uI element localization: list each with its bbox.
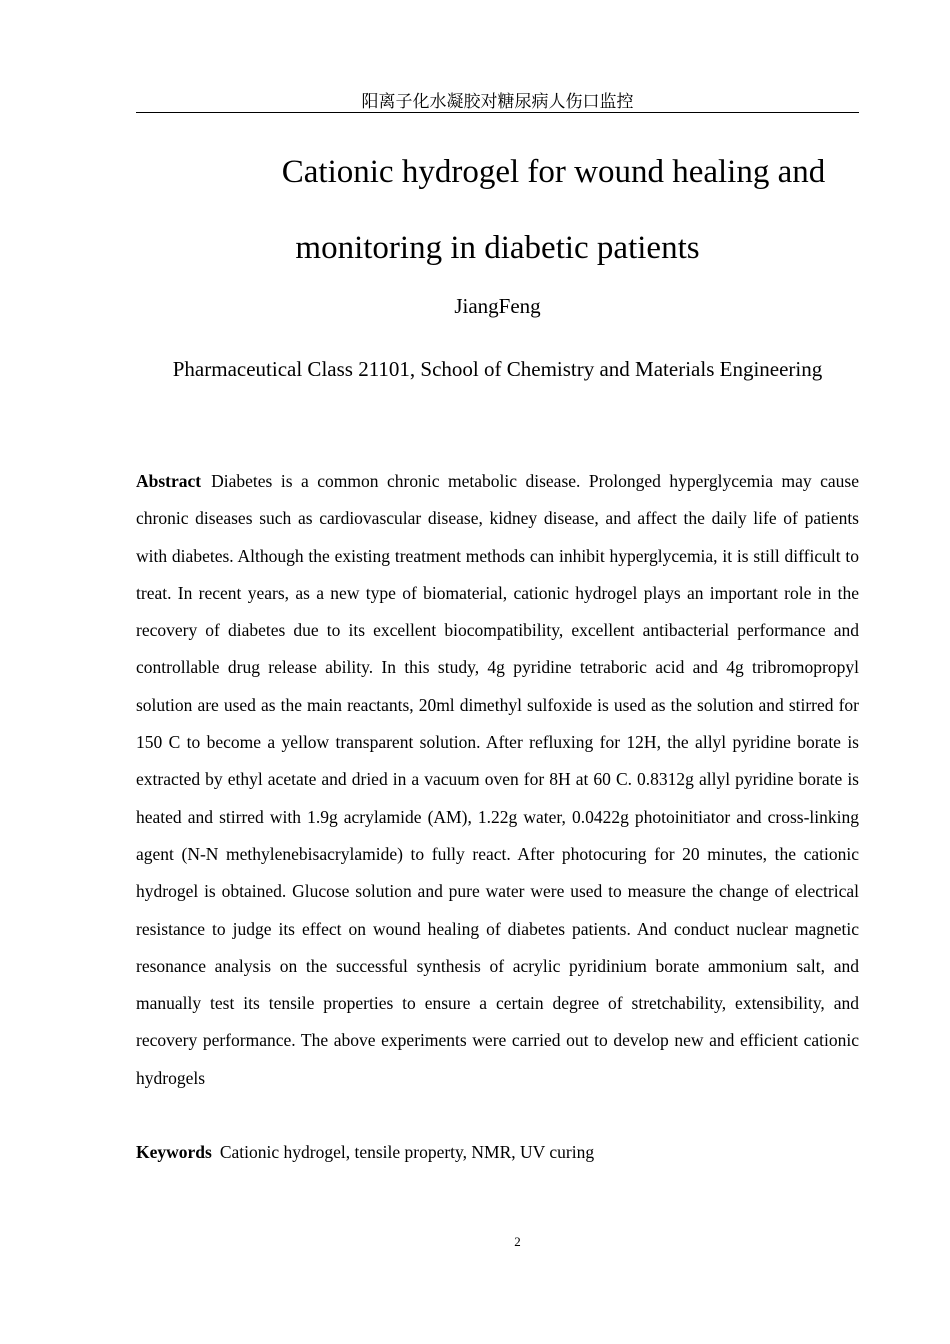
title-line-1: Cationic hydrogel for wound healing and (281, 154, 826, 190)
author-name: JiangFeng (454, 294, 541, 318)
page-number: 2 (514, 1234, 521, 1249)
keywords-paragraph (136, 1134, 859, 1171)
abstract-label: Abstract (136, 471, 202, 491)
paper-title (136, 134, 859, 286)
keywords-label: Keywords (136, 1142, 212, 1162)
author-affiliation: Pharmaceutical Class 21101, School of Chemistry and Materials Engineering (172, 357, 823, 381)
keywords-text: Cationic hydrogel, tensile property, NMR, UV curing (219, 1142, 595, 1162)
header-rule (136, 112, 859, 113)
abstract-paragraph (136, 463, 859, 1097)
running-header: 阳离子化水凝胶对糖尿病人伤口监控 (361, 92, 634, 112)
abstract-text: Diabetes is a common chronic metabolic disease. Prolonged hyperglycemia may cause chronic diseases such as cardiovascular disease, kidney disease, and affect the daily life of patients with diabetes. Although the existing treatment methods can inhibit hyperglycemia, it is still difficult to treat. In recent years, as a new type of biomaterial, cationic hydrogel plays an important role in the recovery of diabetes due to its excellent biocompatibility, excellent antibacterial performance and controllable drug release ability. In this study, 4g pyridine tetraboric acid and 4g tribromopropyl solution are used as the main reactants, 20ml dimethyl sulfoxide is used as the solution and stirred for 150 C to become a yellow transparent solution. After refluxing for 12H, the allyl pyridine borate is extracted by ethyl acetate and dried in a vacuum oven for 8H at 60 C. 0.8312g allyl pyridine borate is heated and stirred with 1.9g acrylamide (AM), 1.22g water, 0.0422g photoinitiator and cross-linking agent (N-N methylenebisacrylamide) to fully react. After photocuring for 20 minutes, the cationic hydrogel is obtained. Glucose solution and pure water were used to measure the change of electrical resistance to judge its effect on wound healing of diabetes patients. And conduct nuclear magnetic resonance analysis on the successful synthesis of acrylic pyridinium borate ammonium salt, and manually test its tensile properties to ensure a certain degree of stretchability, extensibility, and recovery performance. The above experiments were carried out to develop new and efficient cationic hydrogels (136, 471, 859, 1088)
title-line-2: monitoring in diabetic patients (295, 230, 700, 266)
